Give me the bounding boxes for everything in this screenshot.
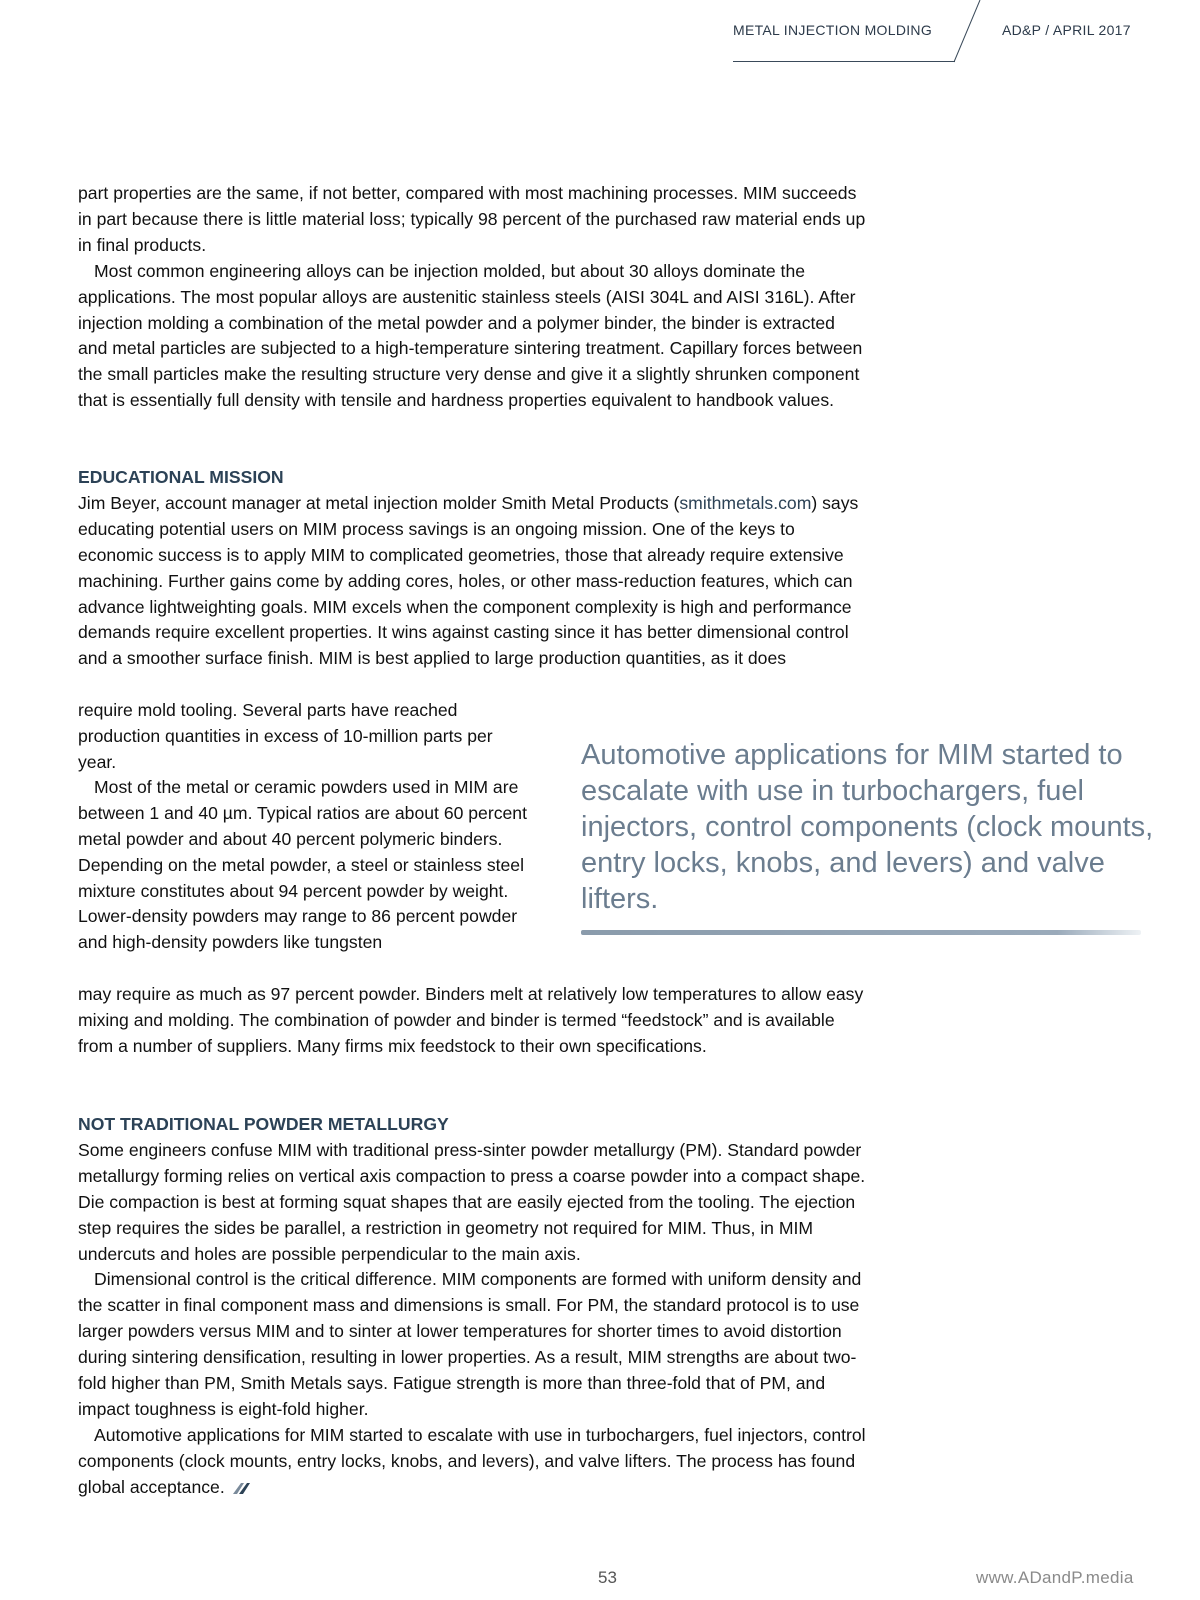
educational-mission-section — [78, 465, 868, 672]
smithmetals-link[interactable]: smithmetals.com — [679, 492, 812, 513]
intro-section — [78, 181, 868, 414]
traditional-paragraph-3-text: Automotive applications for MIM started to escalate with use in turbochargers, fuel injectors, control components (clock mounts, entry locks, knobs, and levers), and valve lifters. The process has found global acceptance. — [78, 1424, 866, 1497]
educational-wrapped-column — [78, 698, 528, 956]
educational-paragraph-2-continued: may require as much as 97 percent powder. Binders melt at relatively low temperatures to allow easy mixing and molding. The combination of powder and binder is termed “feedstock” and is available from a number of suppliers. Many firms mix feedstock to their own specifications. — [78, 984, 864, 1056]
footer-website: www.ADandP.media — [976, 1568, 1134, 1587]
pull-quote-rule — [581, 930, 1141, 935]
educational-text-b: ) says educating potential users on MIM process savings is an ongoing mission. One of the keys to economic success is to apply MIM to complicated geometries, those that already require extensive machining. Further gains come by adding cores, holes, or other mass-reduction features, which can advance lightweighting goals. MIM excels when the component complexity is high and performance demands require excellent properties. It wins against casting since it has better dimensional control and a smoother surface finish. MIM is best applied to large production quantities, as it does — [78, 492, 859, 669]
educational-continued — [78, 982, 868, 1060]
traditional-paragraph-2: Dimensional control is the critical difference. MIM components are formed with uniform density and the scatter in final component mass and dimensions is small. For PM, the standard protocol is to use larger powders versus MIM and to sinter at lower temperatures for shorter times to avoid distortion during sintering densification, resulting in lower properties. As a result, MIM strengths are about two-fold higher than PM, Smith Metals says. Fatigue strength is more than three-fold that of PM, and impact toughness is eight-fold higher. — [78, 1269, 862, 1419]
educational-paragraph-2: Most of the metal or ceramic powders used in MIM are between 1 and 40 µm. Typical ratios are about 60 percent metal powder and about 40 percent polymeric binders. Depending on the metal powder, a steel or stainless steel mixture constitutes about 94 percent powder by weight. Lower-density powders may range to 86 percent powder and high-density powders like tungsten — [78, 777, 527, 953]
running-header-issue: AD&P / APRIL 2017 — [1002, 22, 1131, 38]
educational-paragraph-1-continued: require mold tooling. Several parts have reached production quantities in excess of 10-million parts per year. — [78, 700, 493, 772]
intro-paragraph-2: Most common engineering alloys can be injection molded, but about 30 alloys dominate the applications. The most popular alloys are austenitic stainless steels (AISI 304L and AISI 316L). After injection molding a combination of the metal powder and a polymer binder, the binder is extracted and metal particles are subjected to a high-temperature sintering treatment. Capillary forces between the small particles make the resulting structure very dense and give it a slightly shrunken component that is essentially full density with tensile and hardness properties equivalent to handbook values. — [78, 260, 863, 411]
page-number: 53 — [598, 1568, 617, 1587]
pull-quote: Automotive applications for MIM started to escalate with use in turbochargers, fuel injectors, control components (clock mounts, entry locks, knobs, and levers) and valve lifters. — [581, 739, 1154, 915]
traditional-paragraph-3 — [78, 1423, 868, 1501]
not-traditional-section — [78, 1112, 868, 1501]
header-divider-slash — [952, 0, 982, 64]
running-header-section: METAL INJECTION MOLDING — [733, 22, 933, 38]
educational-paragraph-1 — [78, 491, 868, 672]
intro-paragraph-1: part properties are the same, if not better, compared with most machining processes. MIM succeeds in part because there is little material loss; typically 98 percent of the purchased raw material ends up in final products. — [78, 183, 866, 255]
section-heading-not-traditional: NOT TRADITIONAL POWDER METALLURGY — [78, 1114, 449, 1134]
header-underline — [733, 61, 955, 62]
section-heading-educational-mission: EDUCATIONAL MISSION — [78, 467, 284, 487]
traditional-paragraph-1: Some engineers confuse MIM with traditional press-sinter powder metallurgy (PM). Standard powder metallurgy forming relies on vertical axis compaction to press a coarse powder into a compact shape. Die compaction is best at forming squat shapes that are easily ejected from the tooling. The ejection step requires the sides be parallel, a restriction in geometry not required for MIM. Thus, in MIM undercuts and holes are possible perpendicular to the main axis. — [78, 1139, 866, 1264]
educational-text-a: Jim Beyer, account manager at metal injection molder Smith Metal Products ( — [78, 492, 680, 513]
end-of-article-icon — [231, 1481, 251, 1495]
